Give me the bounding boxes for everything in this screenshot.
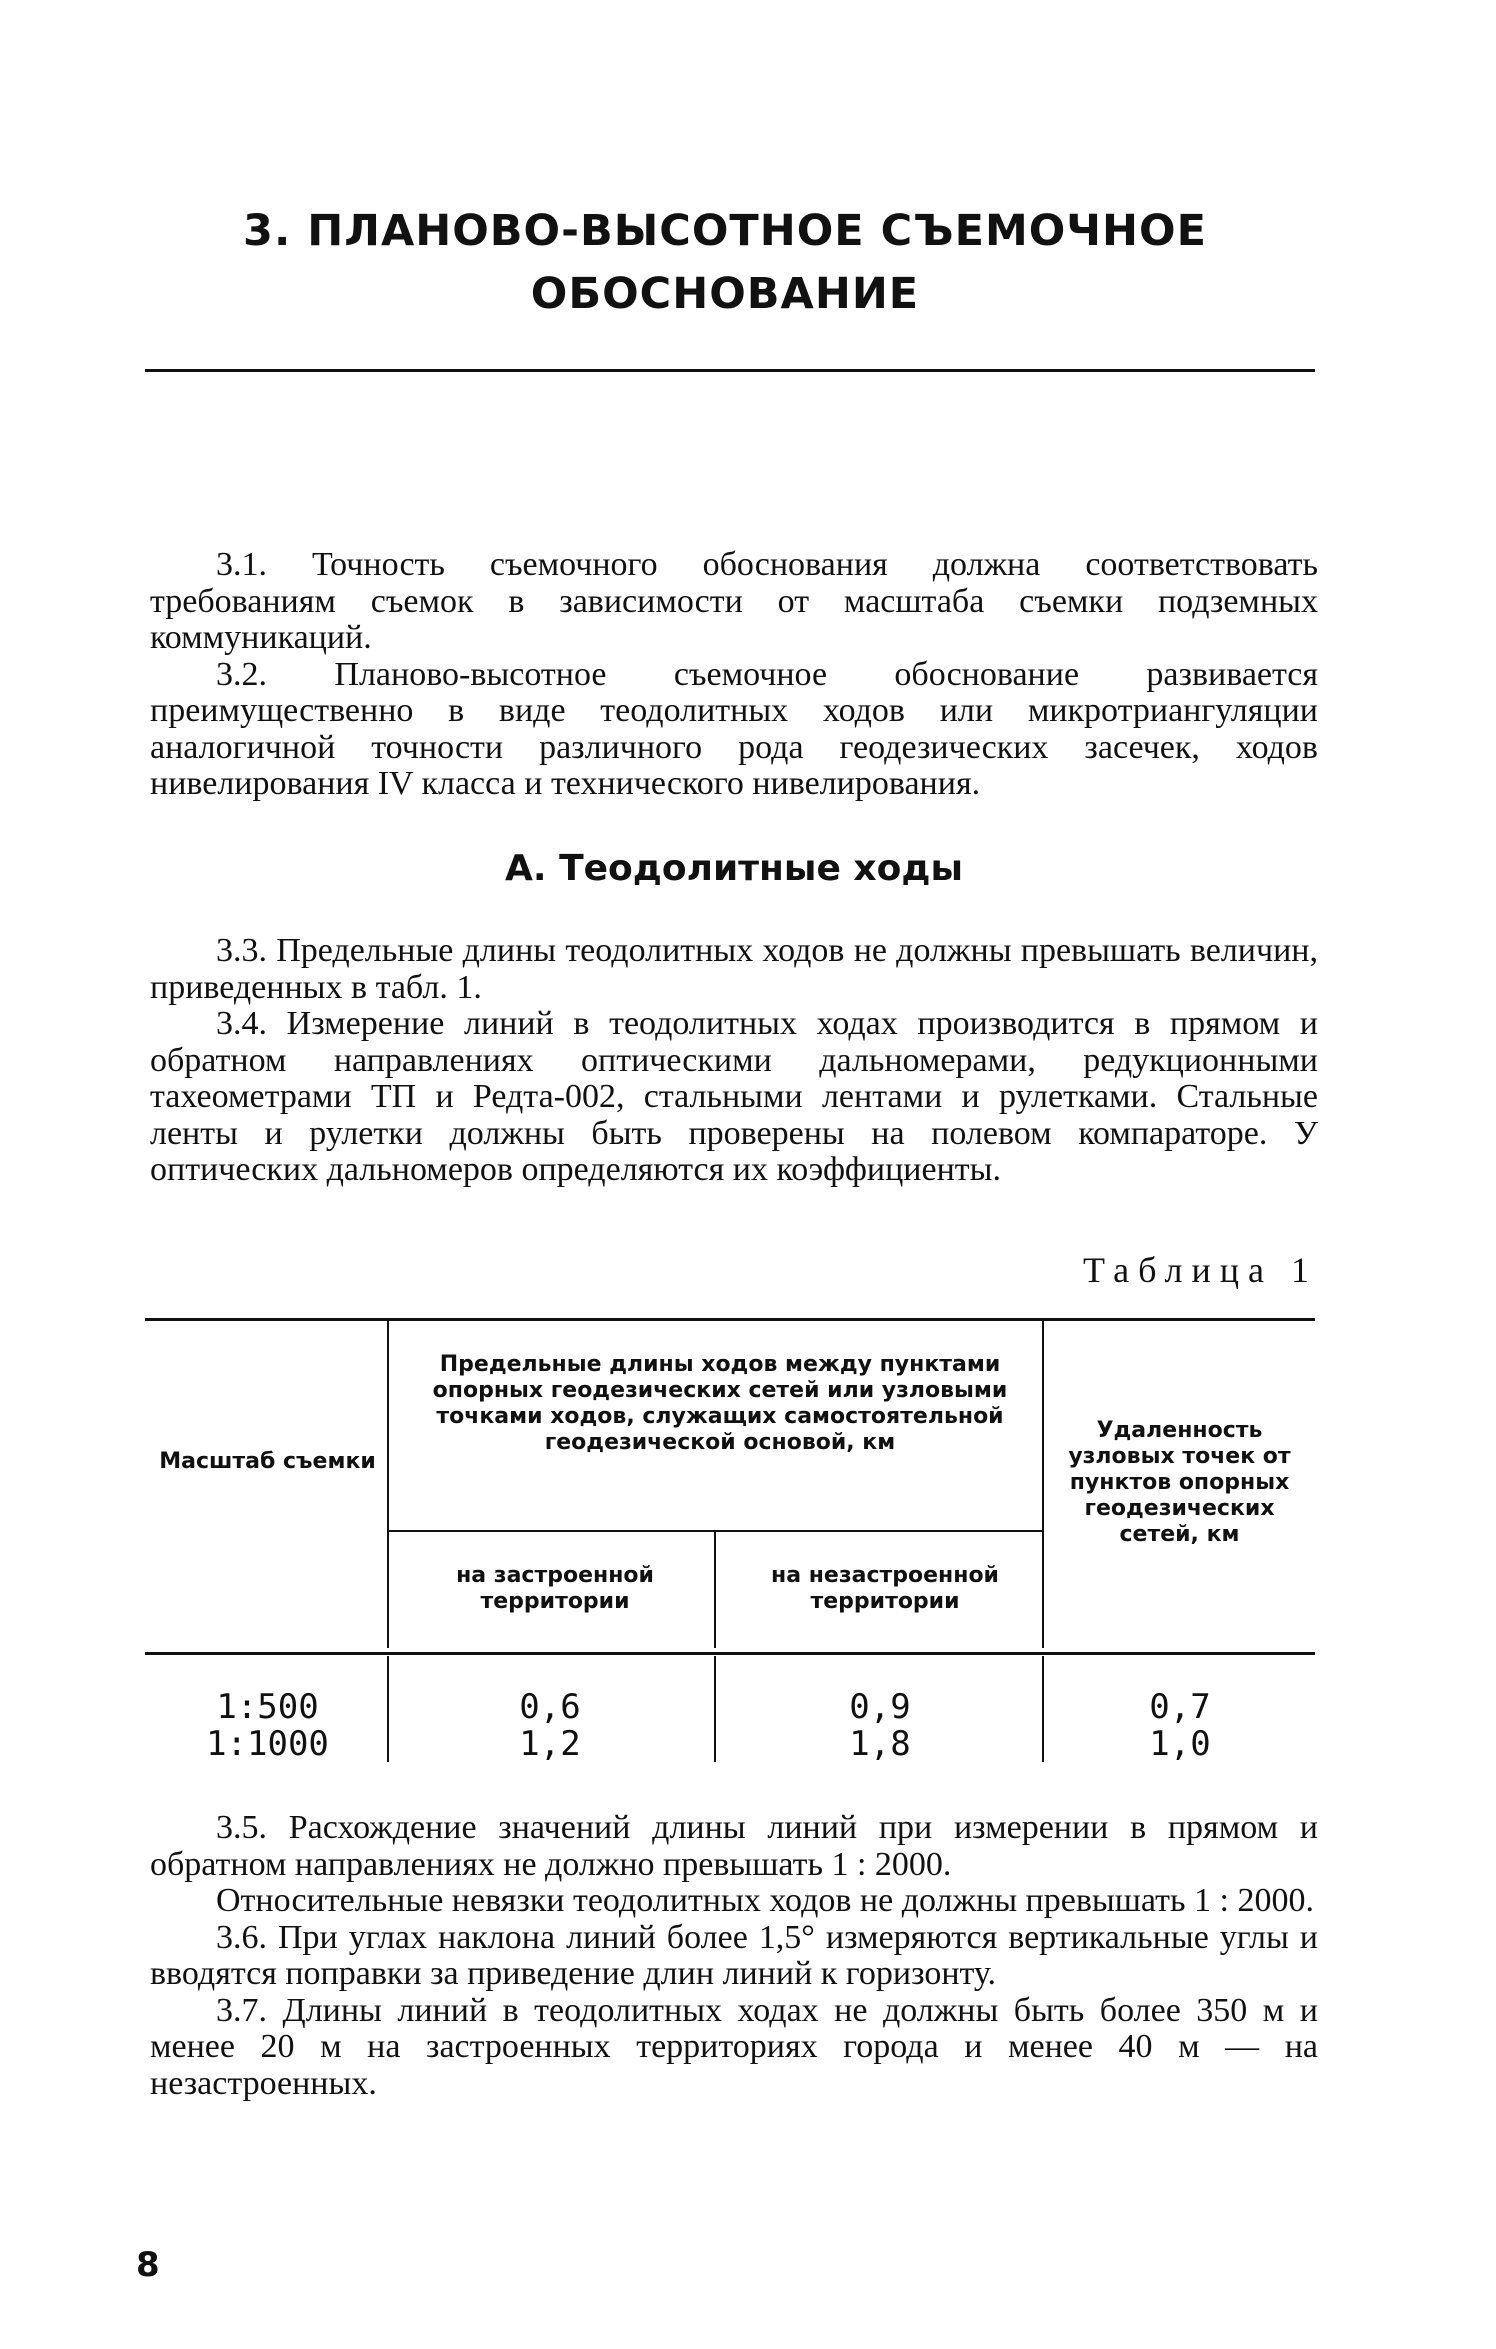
paragraph-3-5: 3.5. Расхождение значений длины линий при измерении в прямом и обратном направлениях не должно превышать 1 : 2000. <box>150 1809 1318 1883</box>
paragraph-3-2: 3.2. Планово-высотное съемочное обоснование развивается преимущественно в виде теодолитных ходов или микротриангуляции аналогичной точности различного рода геодезических засечек, ходов нивелирования IV класса и технического нивелирования. <box>150 655 1318 802</box>
cell-not-built-up: 1,8 <box>849 1724 911 1764</box>
header-hline <box>388 1530 1042 1532</box>
page-number: 8 <box>136 2245 160 2285</box>
table-caption: Таблица 1 <box>1083 1250 1318 1290</box>
cell-remoteness: 0,7 <box>1149 1687 1211 1727</box>
paragraph-3-7: 3.7. Длины линий в теодолитных ходах не должны быть более 350 м и менее 20 м на застроенных территориях города и менее 40 м — на незастроенных. <box>150 1991 1318 2102</box>
header-vline-1 <box>387 1320 389 1648</box>
cell-scale: 1:500 <box>216 1687 319 1727</box>
header-limit-lengths: Предельные длины ходов между пунктами опорных геодезических сетей или узловыми точками ходов, служащих самостоятельной геодезической основой, км <box>432 1352 1008 1455</box>
title-divider <box>145 369 1315 372</box>
cell-not-built-up: 0,9 <box>849 1687 911 1727</box>
intro-paragraphs <box>150 547 1318 803</box>
paragraph-3-6: 3.6. При углах наклона линий более 1,5° измеряются вертикальные углы и вводятся поправки за приведение длин линий к горизонту. <box>150 1918 1318 1992</box>
body-vline-2 <box>714 1656 716 1762</box>
header-remoteness: Удаленность узловых точек от пунктов опорных геодезических сетей, км <box>1068 1418 1291 1547</box>
chapter-title-line-1: 3. ПЛАНОВО-ВЫСОТНОЕ СЪЕМОЧНОЕ <box>243 206 1207 256</box>
cell-built-up: 1,2 <box>519 1724 581 1764</box>
body-vline-3 <box>1042 1656 1044 1762</box>
paragraph-3-3: 3.3. Предельные длины теодолитных ходов не должны превышать величин, приведенных в табл. 1. <box>150 932 1318 1006</box>
header-built-up: на застроенной территории <box>456 1563 654 1614</box>
header-vline-2 <box>1042 1320 1044 1648</box>
section-a-paragraphs <box>150 933 1318 1189</box>
paragraph-3-1: 3.1. Точность съемочного обоснования должна соответствовать требованиям съемок в зависимости от масштаба съемки подземных коммуникаций. <box>150 546 1318 656</box>
body-vline-1 <box>387 1656 389 1762</box>
header-scale: Масштаб съемки <box>159 1449 376 1474</box>
closing-paragraphs <box>150 1810 1318 2102</box>
chapter-title-line-2: ОБОСНОВАНИЕ <box>530 269 920 319</box>
paragraph-3-4: 3.4. Измерение линий в теодолитных ходах производится в прямом и обратном направлениях оптическими дальномерами, редукционными тахеометрами ТП и Редта-002, стальными лентами и рулетками. Стальные ленты и рулетки должны быть проверены на полевом компараторе. У оптических дальномеров определяются их коэффициенты. <box>150 1005 1318 1188</box>
cell-built-up: 0,6 <box>519 1687 581 1727</box>
table-top-rule <box>145 1318 1315 1321</box>
header-vline-3 <box>714 1532 716 1648</box>
cell-scale: 1:1000 <box>206 1724 329 1764</box>
cell-remoteness: 1,0 <box>1149 1724 1211 1764</box>
section-heading: А. Теодолитные ходы <box>505 848 963 889</box>
paragraph-misclosure: Относительные невязки теодолитных ходов не должны превышать 1 : 2000. <box>216 1882 1314 1919</box>
table-header-rule <box>145 1652 1315 1655</box>
header-not-built-up: на незастроенной территории <box>771 1563 999 1614</box>
chapter-title <box>150 200 1300 326</box>
